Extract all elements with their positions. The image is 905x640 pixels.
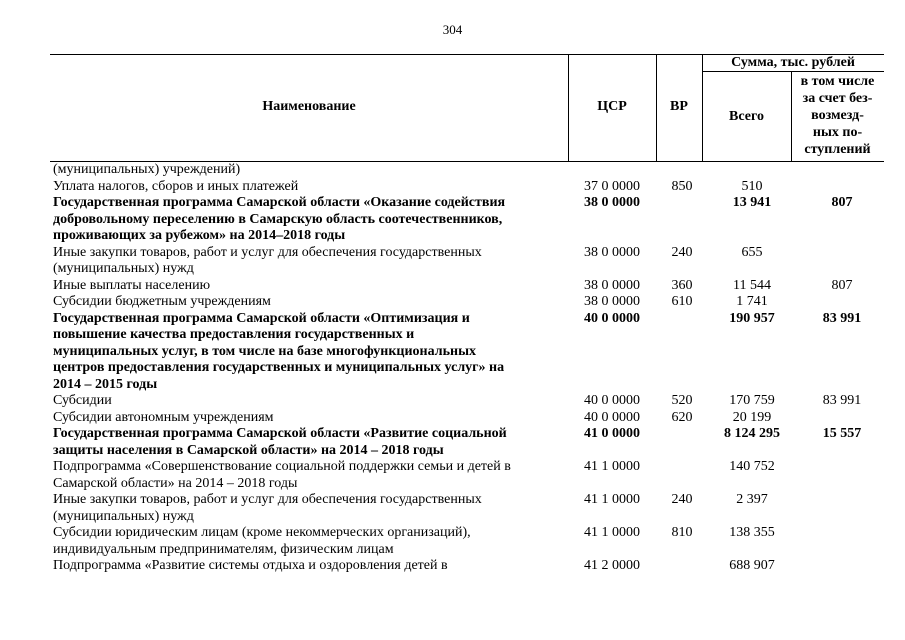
column-header-total: Всего	[729, 109, 764, 124]
row-total: 11 544	[733, 277, 771, 293]
row-total: 170 759	[729, 393, 775, 408]
row-free: 807	[831, 195, 853, 210]
row-name-line: добровольному переселению в Самарскую область соотечественников,	[53, 211, 503, 227]
row-name-line: Иные закупки товаров, работ и услуг для обеспечения государственных	[53, 244, 482, 260]
row-name-line: центров предоставления государственных и муниципальных услуг» на	[53, 360, 505, 375]
table-header	[50, 54, 884, 162]
row-vr: 360	[671, 277, 693, 293]
row-vr: 810	[671, 525, 693, 540]
row-csr: 38 0 0000	[584, 294, 640, 309]
row-total: 138 355	[729, 525, 775, 540]
row-csr: 41 1 0000	[584, 459, 640, 474]
column-header-name: Наименование	[262, 99, 356, 114]
row-name	[53, 459, 568, 492]
row-name	[53, 162, 568, 179]
row-name-line: (муниципальных) учреждений)	[53, 162, 241, 177]
row-csr: 41 1 0000	[584, 525, 640, 540]
row-total: 688 907	[729, 558, 775, 573]
row-name-line: 2014 – 2015 годы	[53, 376, 158, 392]
column-header-free-line: ступлений	[804, 142, 871, 157]
row-name	[53, 558, 568, 575]
row-total: 20 199	[732, 409, 772, 425]
row-name-line: Иные выплаты населению	[53, 277, 211, 293]
row-free: 83 991	[822, 310, 862, 326]
row-name	[53, 278, 568, 295]
row-vr: 520	[671, 393, 693, 408]
row-name-line: Государственная программа Самарской области «Развитие социальной	[53, 426, 507, 441]
row-vr: 240	[671, 244, 693, 260]
column-header-vr: ВР	[670, 99, 688, 114]
row-vr: 620	[671, 409, 693, 425]
row-total: 510	[741, 178, 763, 194]
row-name	[53, 393, 568, 410]
column-header-free-line: в том числе	[800, 74, 875, 89]
column-header-free-line: за счет без-	[802, 91, 873, 106]
row-csr: 40 0 0000	[584, 409, 640, 425]
row-name	[53, 492, 568, 525]
row-total: 8 124 295	[724, 426, 780, 441]
row-name	[53, 525, 568, 558]
row-name-line: муниципальных услуг, в том числе на базе многофункциональных	[53, 343, 476, 359]
row-name-line: (муниципальных) нужд	[53, 261, 194, 276]
column-header-csr: ЦСР	[597, 99, 627, 114]
row-name	[53, 426, 568, 459]
row-free: 83 991	[822, 393, 862, 408]
row-name-line: Иные закупки товаров, работ и услуг для обеспечения государственных	[53, 492, 482, 507]
row-name-line: Государственная программа Самарской области «Оказание содействия	[53, 195, 506, 210]
row-total: 1 741	[736, 294, 768, 309]
row-name-line: Субсидии	[53, 393, 112, 408]
row-vr: 850	[671, 178, 693, 194]
header-divider	[702, 71, 884, 72]
row-free: 807	[831, 277, 853, 293]
row-name-line: Субсидии юридическим лицам (кроме некоммерческих организаций),	[53, 525, 471, 540]
column-header-sum: Сумма, тыс. рублей	[731, 55, 855, 70]
row-total: 140 752	[729, 459, 775, 474]
row-total: 13 941	[732, 195, 772, 210]
row-csr: 40 0 0000	[584, 393, 640, 408]
row-csr: 40 0 0000	[584, 310, 640, 326]
row-csr: 38 0 0000	[584, 277, 640, 293]
row-name	[53, 179, 568, 196]
row-name-line: Субсидии бюджетным учреждениям	[53, 294, 271, 309]
row-name	[53, 245, 568, 278]
row-csr: 37 0 0000	[584, 178, 640, 194]
row-vr: 240	[671, 492, 693, 507]
row-name-line: (муниципальных) нужд	[53, 508, 194, 524]
row-name	[53, 294, 568, 311]
row-total: 655	[741, 244, 763, 260]
row-name-line: повышение качества предоставления государственных и	[53, 327, 415, 342]
row-total: 2 397	[736, 492, 768, 507]
row-free: 15 557	[822, 426, 862, 441]
page-number: 304	[442, 22, 463, 37]
row-csr: 41 2 0000	[584, 558, 640, 573]
row-name-line: Подпрограмма «Развитие системы отдыха и оздоровления детей в	[53, 558, 448, 573]
row-name-line: Подпрограмма «Совершенствование социальной поддержки семьи и детей в	[53, 459, 511, 474]
row-total: 190 957	[729, 310, 775, 326]
column-header-free	[791, 73, 884, 158]
row-name	[53, 410, 568, 427]
row-name-line: защиты населения в Самарской области» на 2014 – 2018 годы	[53, 442, 444, 458]
row-name-line: проживающих за рубежом» на 2014–2018 годы	[53, 228, 346, 243]
row-name-line: Субсидии автономным учреждениям	[53, 409, 274, 425]
row-name	[53, 195, 568, 245]
row-name	[53, 311, 568, 394]
row-csr: 38 0 0000	[584, 195, 640, 210]
row-csr: 41 1 0000	[584, 492, 640, 507]
column-header-free-line: ных по-	[812, 125, 863, 140]
row-name-line: Государственная программа Самарской области «Оптимизация и	[53, 310, 470, 326]
row-name-line: Самарской области» на 2014 – 2018 годы	[53, 475, 298, 491]
column-header-free-line: возмезд-	[811, 108, 864, 123]
row-vr: 610	[671, 294, 693, 309]
row-csr: 41 0 0000	[584, 426, 640, 441]
row-name-line: Уплата налогов, сборов и иных платежей	[53, 178, 299, 194]
row-name-line: индивидуальным предпринимателям, физическим лицам	[53, 541, 394, 557]
row-csr: 38 0 0000	[584, 244, 640, 260]
